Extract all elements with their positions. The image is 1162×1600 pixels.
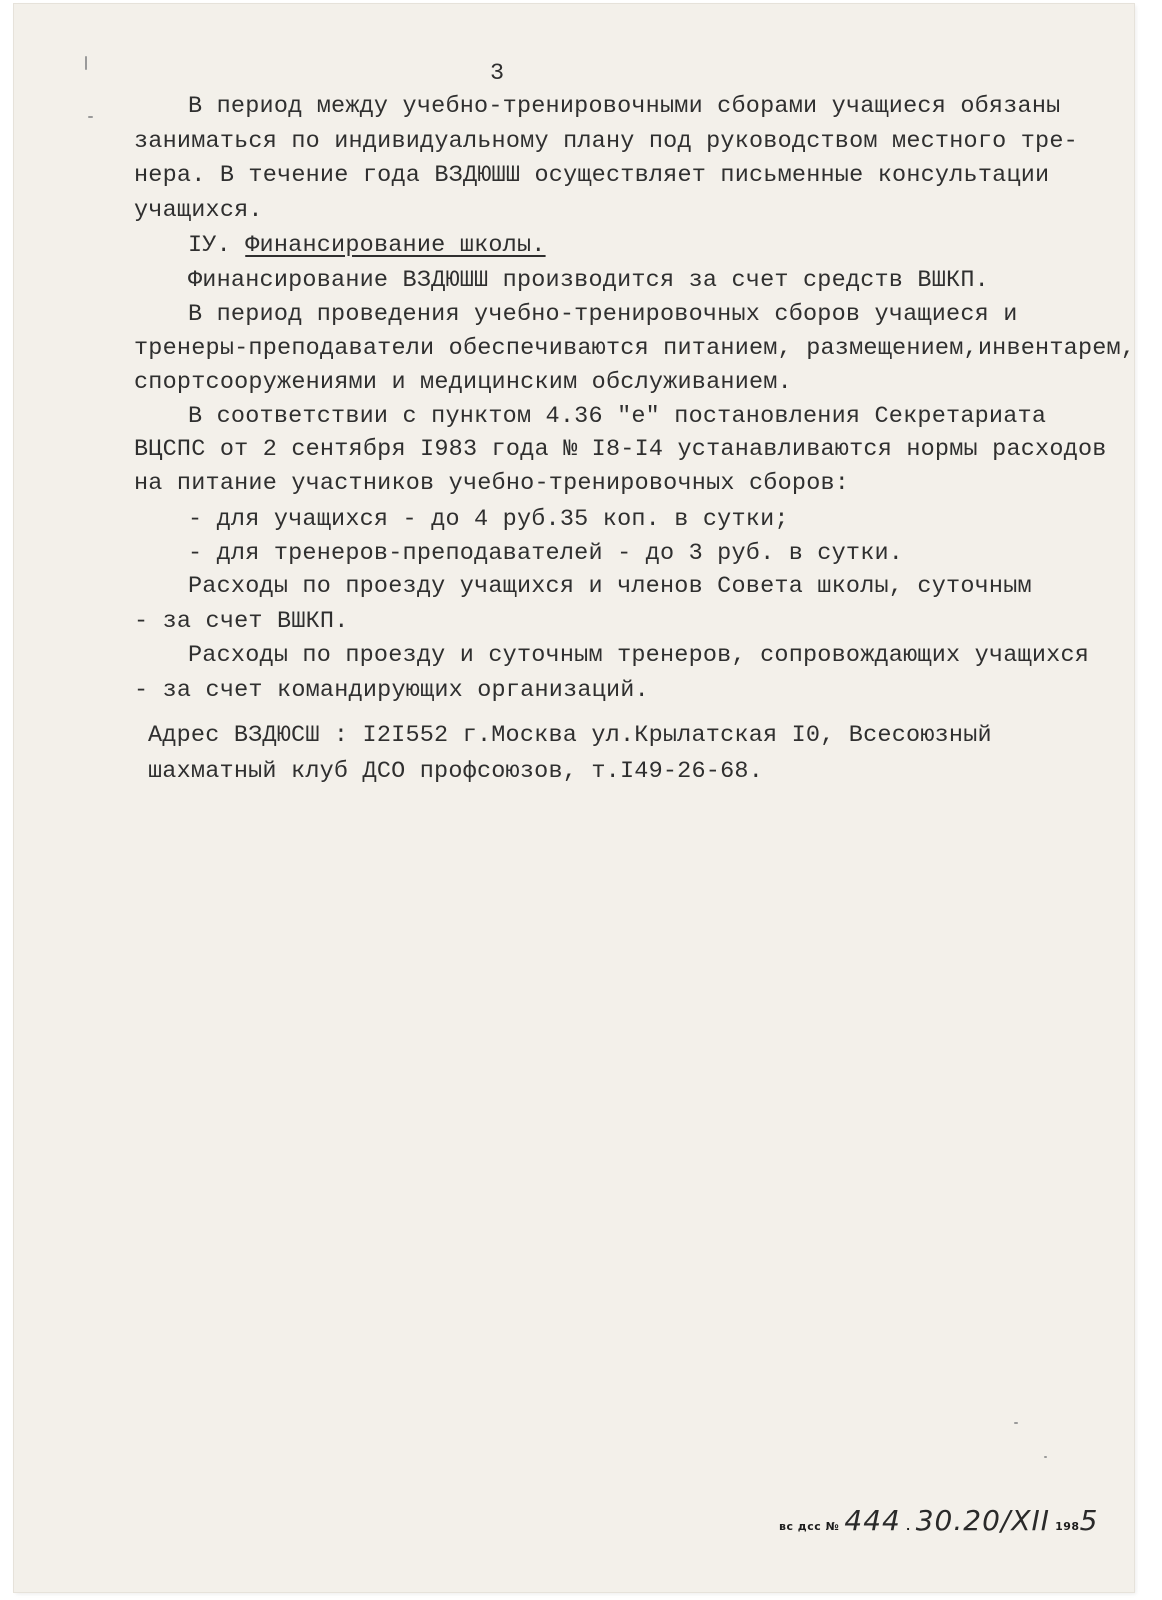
stamp-year: 198 [1055,1520,1080,1533]
text-line: В соответствии с пунктом 4.36 "е" постановления Секретариата [188,403,1047,430]
text-line: В период между учебно-тренировочными сборами учащиеся обязаны [188,93,1061,120]
text-line: Расходы по проезду и суточным тренеров, сопровождающих учащихся [188,642,1090,669]
paper-mark [88,116,93,118]
text-line: на питание участников учебно-тренировочных сборов: [134,470,850,497]
text-line: ВЦСПС от 2 сентября I983 года № I8-I4 устанавливаются нормы расходов [134,436,1107,463]
section-heading [188,232,546,259]
address-line: Адрес ВЗДЮСШ : I2I552 г.Москва ул.Крылатская I0, Всесоюзный [148,722,992,749]
registration-stamp [779,1504,1098,1537]
text-line: В период проведения учебно-тренировочных сборов учащиеся и [188,301,1018,328]
page-number: 3 [490,60,505,87]
paper-mark [85,56,87,70]
text-line: спортсооружениями и медицинским обслуживанием. [134,369,792,396]
text-line: - за счет ВШКП. [134,608,349,635]
handwritten-year-end: 5 [1079,1504,1099,1537]
handwritten-date: 30.20/XII [915,1504,1051,1537]
address-line: шахматный клуб ДСО профсоюзов, т.I49-26-68. [148,758,763,785]
text-line: заниматься по индивидуальному плану под руководством местного тре- [134,128,1078,155]
text-line: нера. В течение года ВЗДЮШШ осуществляет письменные консультации [134,162,1050,189]
text-line: Финансирование ВЗДЮШШ производится за счет средств ВШКП. [188,267,989,294]
paper-mark [1044,1456,1047,1458]
section-number: IУ. [188,232,231,259]
paper-mark [1014,1422,1018,1424]
text-line: - за счет командирующих организаций. [134,677,649,704]
list-item: - для учащихся - до 4 руб.35 коп. в сутки; [188,506,789,533]
section-title: Финансирование школы. [245,232,546,259]
document-page [14,4,1134,1592]
text-line: тренеры-преподаватели обеспечиваются питанием, размещением,инвентарем, [134,335,1136,362]
stamp-prefix: вс дсс № [779,1520,840,1533]
list-item: - для тренеров-преподавателей - до 3 руб. в сутки. [188,540,904,567]
stamp-dot: . [905,1520,911,1533]
text-line: учащихся. [134,197,263,224]
text-line: Расходы по проезду учащихся и членов Совета школы, суточным [188,573,1032,600]
handwritten-number: 444 [844,1504,901,1537]
